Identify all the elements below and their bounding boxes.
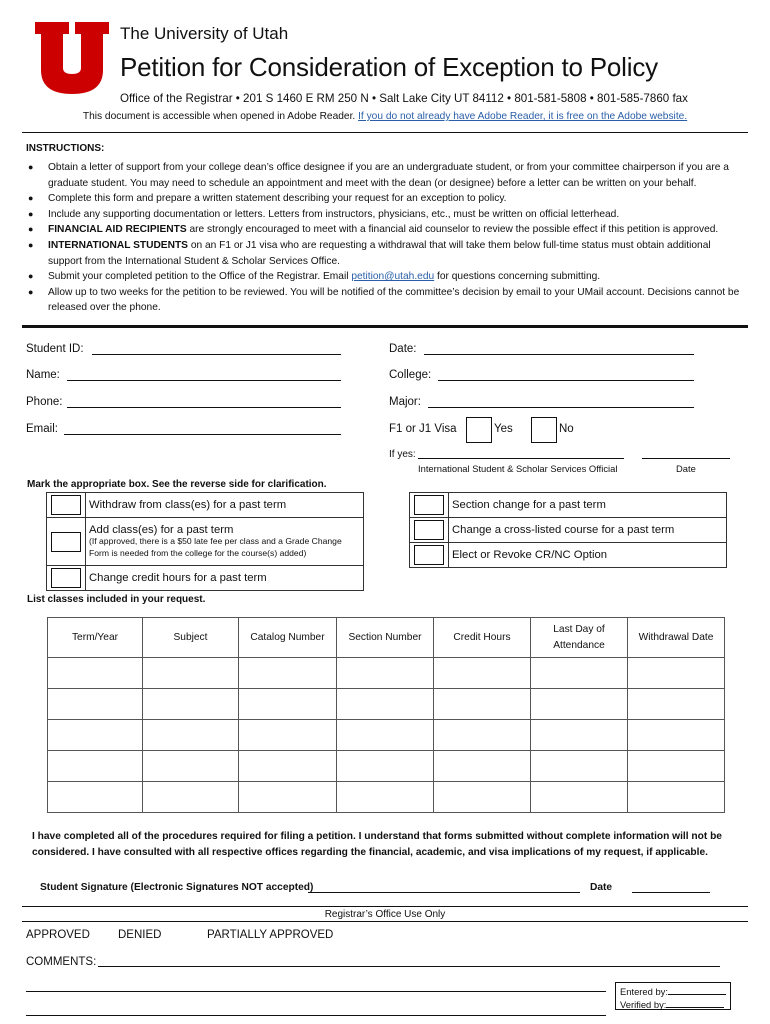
options-heading: Mark the appropriate box. See the reverse side for clarification. — [27, 479, 327, 490]
column-header: Section Number — [337, 618, 434, 658]
page-title: Petition for Consideration of Exception to Policy — [120, 52, 658, 82]
option-row — [47, 493, 364, 518]
cr-nc-checkbox[interactable] — [414, 545, 444, 565]
option-row — [47, 518, 364, 566]
email-field[interactable] — [64, 434, 341, 435]
office-address: Office of the Registrar • 201 S 1460 E RM 250 N • Salt Lake City UT 84112 • 801-581-5808 • 801-585-7860 fax — [120, 92, 688, 105]
table-cell[interactable] — [337, 751, 434, 782]
table-cell[interactable] — [337, 658, 434, 689]
student-id-label: Student ID: — [26, 343, 84, 355]
isss-date-field[interactable] — [642, 458, 730, 459]
table-cell[interactable] — [628, 689, 725, 720]
table-cell[interactable] — [143, 658, 239, 689]
major-label: Major: — [389, 396, 421, 408]
credit-hours-checkbox[interactable] — [51, 568, 81, 588]
isss-official-label: International Student & Scholar Services Official — [418, 463, 618, 474]
comments-line[interactable] — [98, 966, 720, 967]
table-cell[interactable] — [628, 720, 725, 751]
option-row — [410, 518, 727, 543]
table-row — [48, 751, 725, 782]
withdraw-checkbox[interactable] — [51, 495, 81, 515]
column-header: Last Day of Attendance — [531, 618, 628, 658]
table-row — [48, 720, 725, 751]
visa-no-checkbox[interactable] — [531, 417, 557, 443]
table-cell[interactable] — [531, 689, 628, 720]
divider — [22, 906, 748, 907]
divider — [22, 132, 748, 133]
if-yes-label: If yes: — [389, 449, 416, 460]
verified-by-field[interactable] — [666, 998, 724, 1008]
table-row — [48, 658, 725, 689]
registrar-heading: Registrar’s Office Use Only — [324, 909, 446, 920]
university-logo — [33, 20, 111, 96]
name-field[interactable] — [67, 380, 341, 381]
table-cell[interactable] — [337, 720, 434, 751]
table-cell[interactable] — [48, 751, 143, 782]
table-cell[interactable] — [434, 689, 531, 720]
college-field[interactable] — [438, 380, 694, 381]
denied-label: DENIED — [118, 929, 162, 941]
visa-label: F1 or J1 Visa — [389, 423, 457, 435]
credit-hours-label: Change credit hours for a past term — [86, 566, 364, 591]
phone-label: Phone: — [26, 396, 63, 408]
comments-line[interactable] — [26, 991, 606, 992]
add-classes-checkbox[interactable] — [51, 532, 81, 552]
table-cell[interactable] — [48, 689, 143, 720]
classes-table — [47, 617, 725, 813]
table-cell[interactable] — [143, 782, 239, 813]
column-header: Subject — [143, 618, 239, 658]
table-cell[interactable] — [434, 782, 531, 813]
date-field[interactable] — [424, 354, 694, 355]
petition-email-link[interactable]: petition@utah.edu — [351, 271, 435, 283]
table-cell[interactable] — [143, 689, 239, 720]
verified-by-label: Verified by: — [620, 999, 667, 1010]
instruction-item: ● Submit your completed petition to the Office of the Registrar. Email petition@utah.edu for questions concerning submitting. — [28, 271, 601, 283]
approved-label: APPROVED — [26, 929, 90, 941]
table-cell[interactable] — [239, 658, 337, 689]
instruction-item: ● Obtain a letter of support from your college dean’s office designee if you are an undergraduate student, or from your committee chairperson if you are a graduate student. You may need to schedule an appointment and meet with the dean (or designee) before a letter can be written on your behalf. — [28, 162, 729, 189]
table-cell[interactable] — [48, 782, 143, 813]
accessibility-text: This document is accessible when opened in Adobe Reader. — [82, 111, 356, 122]
add-classes-label: Add class(es) for a past term — [89, 524, 234, 536]
adobe-reader-link[interactable]: If you do not already have Adobe Reader, it is free on the Adobe website. — [358, 111, 688, 122]
table-header-row — [48, 618, 725, 658]
signature-label: Student Signature (Electronic Signatures NOT accepted) — [40, 882, 314, 893]
name-label: Name: — [26, 369, 60, 381]
phone-field[interactable] — [67, 407, 341, 408]
divider — [22, 921, 748, 922]
table-cell[interactable] — [337, 782, 434, 813]
student-id-field[interactable] — [92, 354, 341, 355]
table-cell[interactable] — [48, 720, 143, 751]
table-row — [48, 689, 725, 720]
table-cell[interactable] — [48, 658, 143, 689]
visa-yes-label: Yes — [494, 423, 513, 435]
column-header: Catalog Number — [239, 618, 337, 658]
table-cell[interactable] — [143, 751, 239, 782]
cr-nc-label: Elect or Revoke CR/NC Option — [449, 543, 727, 568]
section-change-label: Section change for a past term — [449, 493, 727, 518]
major-field[interactable] — [428, 407, 694, 408]
university-name: The University of Utah — [120, 24, 289, 43]
table-cell[interactable] — [628, 751, 725, 782]
isss-date-label: Date — [676, 463, 696, 474]
right-options — [409, 492, 727, 568]
comments-label: COMMENTS: — [26, 956, 97, 968]
table-cell[interactable] — [239, 751, 337, 782]
table-cell[interactable] — [434, 720, 531, 751]
add-classes-note: (If approved, there is a $50 late fee per class and a Grade Change Form is needed from the college for the course(s) added) — [89, 536, 342, 558]
table-cell[interactable] — [531, 658, 628, 689]
table-cell[interactable] — [531, 751, 628, 782]
instructions-heading: INSTRUCTIONS: — [26, 143, 105, 154]
date-label: Date: — [389, 343, 417, 355]
section-change-checkbox[interactable] — [414, 495, 444, 515]
signature-date-label: Date — [590, 882, 613, 893]
option-row — [410, 543, 727, 568]
accessibility-note — [0, 111, 770, 122]
table-cell[interactable] — [628, 782, 725, 813]
instructions-list — [26, 160, 746, 316]
partially-approved-label: PARTIALLY APPROVED — [207, 929, 334, 941]
option-row — [47, 566, 364, 591]
isss-signature-field[interactable] — [418, 458, 624, 459]
table-cell[interactable] — [628, 658, 725, 689]
comments-line[interactable] — [26, 1015, 606, 1016]
option-row — [410, 493, 727, 518]
column-header: Term/Year — [48, 618, 143, 658]
table-cell[interactable] — [239, 782, 337, 813]
column-header: Withdrawal Date — [628, 618, 725, 658]
table-row — [48, 782, 725, 813]
instruction-item: ● INTERNATIONAL STUDENTS on an F1 or J1 visa who are requesting a withdrawal that will take them below full-time status must obtain additional support from the International Student & Scholar Services Office. — [28, 239, 711, 267]
left-options — [46, 492, 364, 591]
table-cell[interactable] — [337, 689, 434, 720]
entered-by-label: Entered by: — [620, 986, 668, 997]
classes-heading: List classes included in your request. — [27, 594, 206, 605]
table-cell[interactable] — [239, 720, 337, 751]
column-header: Credit Hours — [434, 618, 531, 658]
signature-field[interactable] — [308, 892, 580, 893]
visa-no-label: No — [559, 423, 574, 435]
certification-statement: I have completed all of the procedures required for filing a petition. I understand that forms submitted without complete information will not be considered. I have consulted with all respective offices regarding the financial, academic, and visa implications of my request, if applicable. — [32, 831, 722, 858]
instruction-item: ● Complete this form and prepare a written statement describing your request for an exception to policy. — [28, 193, 507, 205]
table-cell[interactable] — [531, 720, 628, 751]
visa-yes-checkbox[interactable] — [466, 417, 492, 443]
instruction-item: ● FINANCIAL AID RECIPIENTS are strongly encouraged to meet with a financial aid counselor to review the possible effect if this petition is approved. — [28, 224, 719, 236]
cross-listed-checkbox[interactable] — [414, 520, 444, 540]
table-cell[interactable] — [239, 689, 337, 720]
signature-date-field[interactable] — [632, 892, 710, 893]
entered-by-field[interactable] — [668, 985, 726, 995]
cross-listed-label: Change a cross-listed course for a past term — [449, 518, 727, 543]
table-cell[interactable] — [143, 720, 239, 751]
email-label: Email: — [26, 423, 58, 435]
withdraw-label: Withdraw from class(es) for a past term — [86, 493, 364, 518]
divider — [22, 325, 748, 328]
table-cell[interactable] — [531, 782, 628, 813]
table-cell[interactable] — [434, 658, 531, 689]
instruction-item: ● Allow up to two weeks for the petition to be reviewed. You will be notified of the committee’s decision by email to your UMail account. Decisions cannot be released over the phone. — [28, 286, 740, 314]
instruction-item: ● Include any supporting documentation or letters. Letters from instructors, physicians, etc., must be written on official letterhead. — [28, 208, 620, 220]
table-cell[interactable] — [434, 751, 531, 782]
entered-verified-box — [615, 982, 731, 1010]
college-label: College: — [389, 369, 432, 381]
